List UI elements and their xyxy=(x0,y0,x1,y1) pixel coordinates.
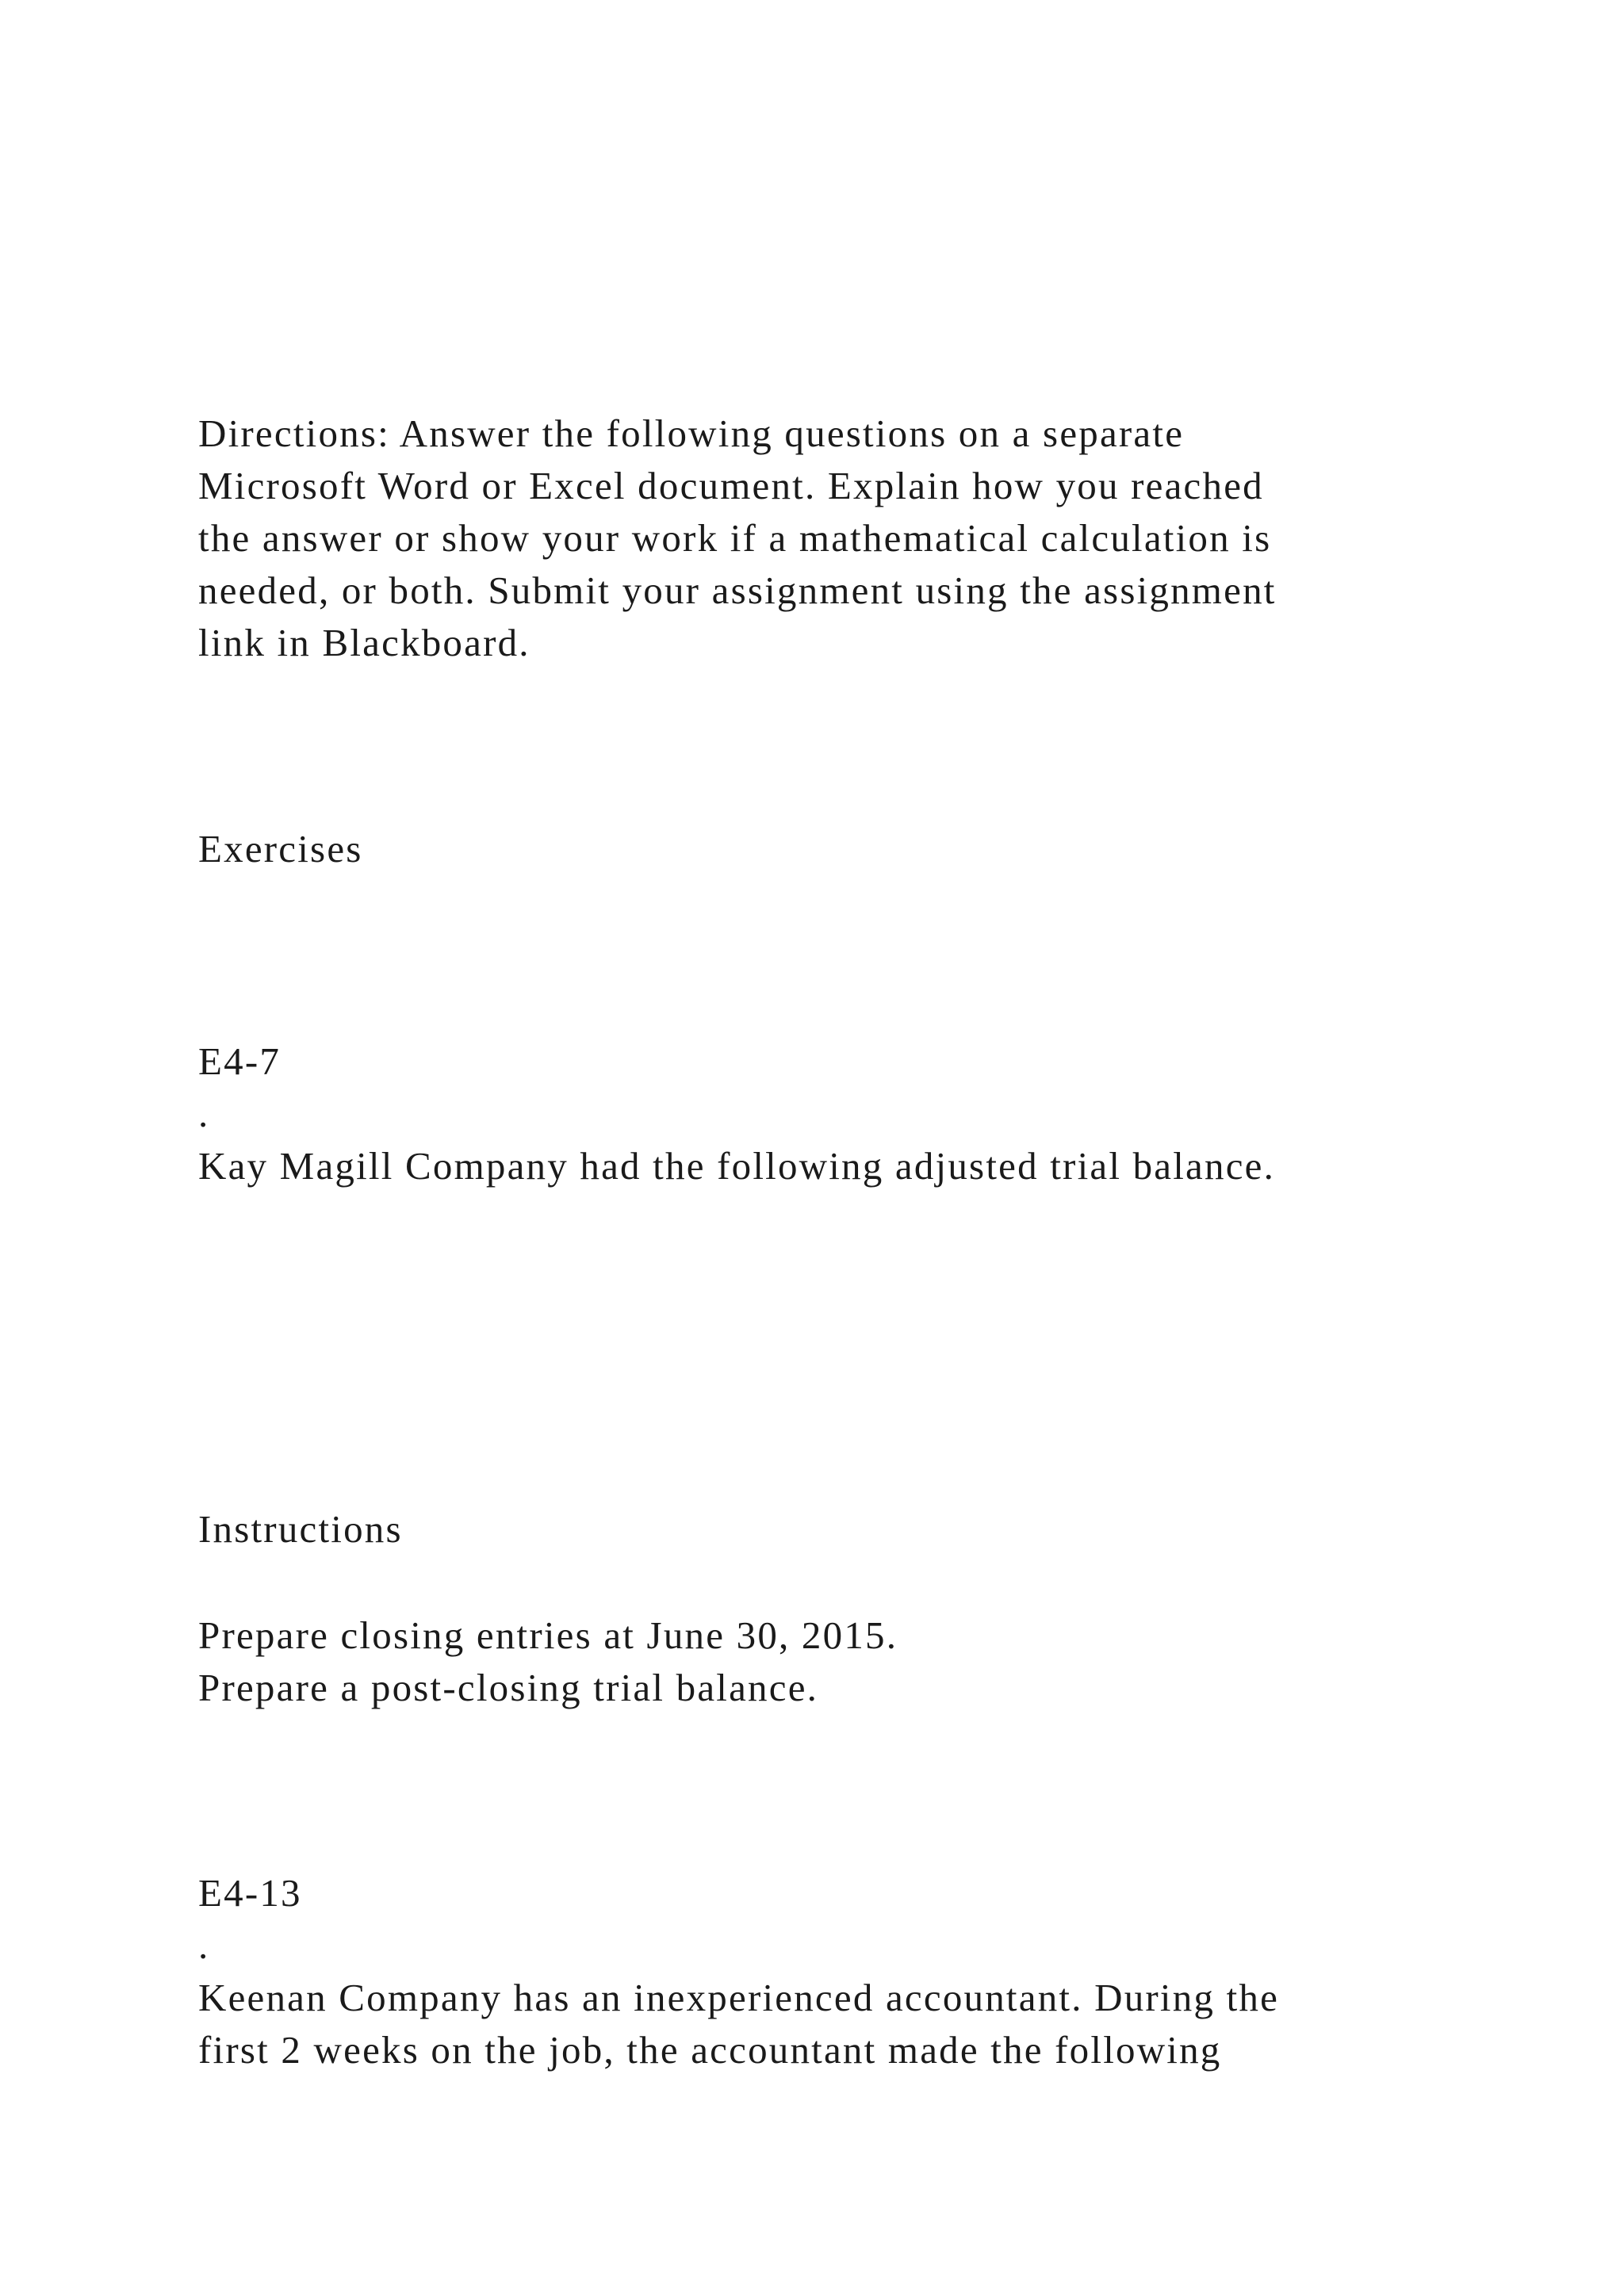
exercises-heading: Exercises xyxy=(198,827,363,871)
directions-line: Microsoft Word or Excel document. Explain how you reached xyxy=(198,464,1264,507)
exercise-e4-7-text: Kay Magill Company had the following adjusted trial balance. xyxy=(198,1144,1276,1188)
directions-line: link in Blackboard. xyxy=(198,621,530,664)
exercise-e4-13-text xyxy=(198,1972,1279,2076)
exercise-e4-13-line: first 2 weeks on the job, the accountant made the following xyxy=(198,2028,1222,2072)
directions-line: needed, or both. Submit your assignment using the assignment xyxy=(198,568,1277,612)
exercise-e4-7-label: E4-7 xyxy=(198,1039,282,1083)
exercise-e4-13-label: E4-13 xyxy=(198,1871,302,1915)
instructions-list xyxy=(198,1609,898,1714)
exercise-e4-13-line: Keenan Company has an inexperienced accountant. During the xyxy=(198,1976,1280,2019)
directions-line: Directions: Answer the following questions on a separate xyxy=(198,411,1185,455)
exercise-e4-13-dot: . xyxy=(198,1923,210,1967)
instruction-line: Prepare closing entries at June 30, 2015. xyxy=(198,1613,898,1657)
exercise-e4-7-dot: . xyxy=(198,1092,210,1135)
instructions-heading: Instructions xyxy=(198,1507,403,1551)
directions-paragraph xyxy=(198,408,1277,669)
directions-line: the answer or show your work if a mathematical calculation is xyxy=(198,516,1272,560)
instruction-line: Prepare a post-closing trial balance. xyxy=(198,1666,819,1709)
